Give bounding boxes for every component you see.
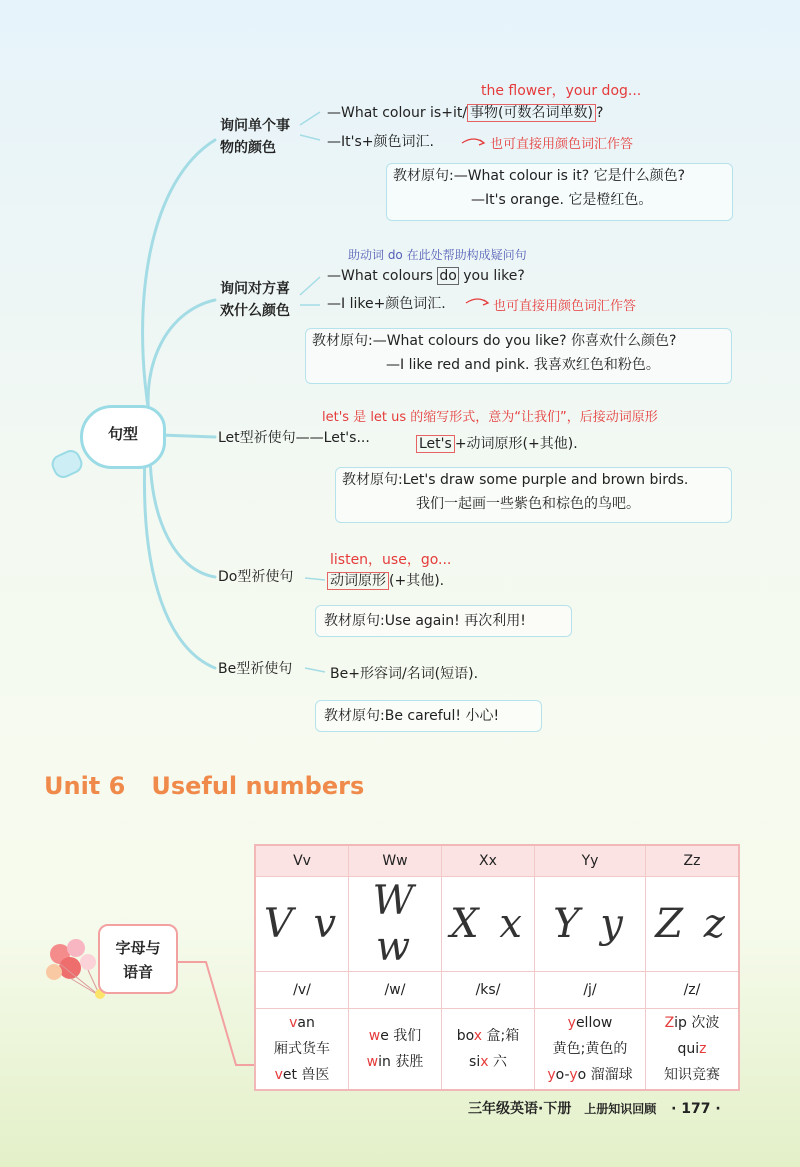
branch1-example-2: —It's orange. 它是橙红色。 [471, 192, 653, 208]
branch2-answer: —I like+颜色词汇. [327, 296, 446, 312]
branch2-question: —What colours do you like? [327, 268, 525, 284]
unit-heading [44, 772, 390, 800]
letter-header: Zz [646, 845, 740, 877]
footer-section: 上册知识回顾 [584, 1102, 657, 1116]
root-node: 句型 [80, 405, 166, 469]
example-word: 黄色;黄色的 [552, 1041, 628, 1057]
letter-handwriting: X x [442, 877, 535, 972]
branch4-example: 教材原句:Use again! 再次利用! [324, 613, 526, 629]
branch1-answer-note: 也可直接用颜色词汇作答 [490, 137, 634, 152]
branch5-example: 教材原句:Be careful! 小心! [324, 708, 500, 724]
branch3-example-1: 教材原句:Let's draw some purple and brown birds. [342, 472, 689, 488]
footer [468, 1098, 721, 1118]
example-word: win 获胜 [366, 1054, 424, 1070]
example-word: quiz [677, 1041, 707, 1057]
branch4-topic: Do型祈使句 [218, 569, 294, 585]
footer-page: · 177 · [671, 1101, 721, 1117]
letters-header-row [255, 845, 739, 877]
letter-examples-y [535, 1009, 646, 1091]
letter-phonetic: /j/ [535, 972, 646, 1009]
letter-handwriting: W w [349, 877, 442, 972]
branch1-example-1: 教材原句:—What colour is it? 它是什么颜色? [393, 168, 686, 184]
letter-handwriting: Y y [535, 877, 646, 972]
branch1-question: —What colour is+it/ 事物(可数名词单数) ? [327, 105, 604, 121]
branch3-example-2: 我们一起画一些紫色和棕色的鸟吧。 [416, 496, 640, 512]
letter-header: Xx [442, 845, 535, 877]
branch3-formula: Let's +动词原形(+其他). [416, 434, 578, 454]
letters-label: 字母与 语音 [98, 924, 178, 994]
example-word: box 盒;箱 [456, 1028, 520, 1044]
letter-examples-z [646, 1009, 740, 1091]
letter-handwriting: V v [255, 877, 349, 972]
example-word: vet 兽医 [274, 1067, 330, 1083]
branch2-answer-note: 也可直接用颜色词汇作答 [493, 299, 637, 314]
branch4-formula: 动词原形 (+其他). [327, 571, 444, 591]
example-word: yo-yo 溜溜球 [547, 1067, 633, 1083]
branch1-example-box [386, 163, 733, 221]
letter-examples-w [349, 1009, 442, 1091]
letters-example-row [255, 1009, 739, 1091]
letter-examples-x [442, 1009, 535, 1091]
letter-handwriting: Z z [646, 877, 740, 972]
letters-handwriting-row [255, 877, 739, 972]
example-word: 知识竞赛 [664, 1067, 720, 1083]
branch5-example-box [315, 700, 542, 732]
letter-header: Vv [255, 845, 349, 877]
example-word: we 我们 [368, 1028, 422, 1044]
footer-book: 三年级英语·下册 [468, 1101, 572, 1117]
branch3-note: let's 是 let us 的缩写形式，意为“让我们”，后接动词原形 [322, 410, 658, 425]
branch5-formula: Be+形容词/名词(短语). [330, 666, 479, 682]
branch4-note: listen，use，go... [330, 552, 452, 568]
branch4-example-box [315, 605, 572, 637]
example-word: Zip 次波 [664, 1015, 720, 1031]
letter-header: Yy [535, 845, 646, 877]
branch1-note: the flower，your dog... [481, 83, 642, 99]
letters-table [254, 844, 740, 1091]
branch2-topic: 询问对方喜 欢什么颜色 [220, 281, 290, 319]
branch2-example-2: —I like red and pink. 我喜欢红色和粉色。 [386, 357, 660, 373]
letter-examples-v [255, 1009, 349, 1091]
example-word: six 六 [469, 1054, 507, 1070]
branch3-example-box [335, 467, 732, 523]
branch3-topic: Let型祈使句——Let's... [218, 430, 370, 446]
branch2-example-1: 教材原句:—What colours do you like? 你喜欢什么颜色? [312, 333, 677, 349]
letters-phonetic-row [255, 972, 739, 1009]
unit-number: Unit 6 [44, 772, 126, 800]
label-connector [176, 940, 266, 1080]
example-word: van [289, 1015, 315, 1031]
letter-phonetic: /w/ [349, 972, 442, 1009]
branch2-note: 助动词 do 在此处帮助构成疑问句 [348, 248, 527, 262]
branch2-example-box [305, 328, 732, 384]
example-word: 厢式货车 [274, 1041, 330, 1057]
branch1-answer: —It's+颜色词汇. [327, 134, 434, 150]
letter-phonetic: /z/ [646, 972, 740, 1009]
letter-phonetic: /ks/ [442, 972, 535, 1009]
example-word: yellow [567, 1015, 613, 1031]
letter-header: Ww [349, 845, 442, 877]
letter-phonetic: /v/ [255, 972, 349, 1009]
unit-title: Useful numbers [151, 772, 365, 800]
branch5-topic: Be型祈使句 [218, 661, 293, 677]
branch1-topic: 询问单个事 物的颜色 [220, 118, 290, 156]
